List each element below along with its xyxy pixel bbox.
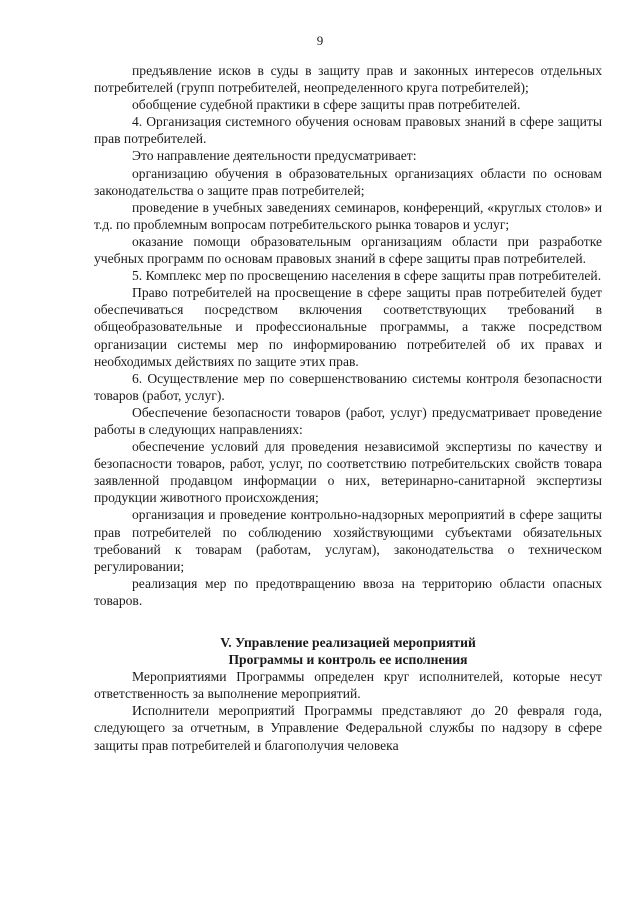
document-body [94, 62, 602, 754]
page-number: 9 [316, 33, 324, 48]
paragraph: Мероприятиями Программы определен круг исполнителей, которые несут ответственность за выполнение мероприятий. [94, 669, 602, 702]
paragraph: обобщение судебной практики в сфере защиты прав потребителей. [132, 97, 521, 113]
paragraph: обеспечение условий для проведения независимой экспертизы по качеству и безопасности товаров, работ, услуг, по соответствию потребительских свойств товара заявленной продавцом информации о них, ветеринарно-санитарной экспертизы продукции животного происхождения; [94, 439, 602, 506]
paragraph: организация и проведение контрольно-надзорных мероприятий в сфере защиты прав потребителей по соблюдению хозяйствующими субъектами обязательных требований к товарам (работам, услугам), законодательства о техническом регулировании; [94, 507, 602, 574]
section-heading [94, 634, 602, 668]
paragraph: Исполнители мероприятий Программы представляют до 20 февраля года, следующего за отчетным, в Управление Федеральной службы по надзору в сфере защиты прав потребителей и благополучия человека [94, 703, 602, 753]
section-heading-line: Программы и контроль ее исполнения [228, 652, 468, 668]
paragraph: организацию обучения в образовательных организациях области по основам законодательства о защите прав потребителей; [94, 165, 602, 198]
paragraph: оказание помощи образовательным организациям области при разработке учебных программ по основам правовых знаний в сфере защиты прав потребителей. [94, 233, 602, 267]
paragraph: Это направление деятельности предусматривает: [132, 148, 417, 164]
section-heading-line: V. Управление реализацией мероприятий [220, 635, 476, 650]
paragraph: 5. Комплекс мер по просвещению населения в сфере защиты прав потребителей. [132, 268, 602, 284]
paragraph: 4. Организация системного обучения основам правовых знаний в сфере защиты прав потребителей. [94, 114, 602, 147]
paragraph: предъявление исков в суды в защиту прав и законных интересов отдельных потребителей (групп потребителей, неопределенного круга потребителей); [94, 63, 602, 96]
paragraph: реализация мер по предотвращению ввоза на территорию области опасных товаров. [94, 575, 602, 608]
paragraph: Право потребителей на просвещение в сфере защиты прав потребителей будет обеспечиваться посредством включения соответствующих требований в общеобразовательные и профессиональные программы, а также посредством организации системы мер по информированию потребителей об их правах и необходимых действиях по защите этих прав. [94, 285, 602, 369]
paragraph: Обеспечение безопасности товаров (работ, услуг) предусматривает проведение работы в следующих направлениях: [94, 404, 602, 437]
paragraph: 6. Осуществление мер по совершенствованию системы контроля безопасности товаров (работ, услуг). [94, 370, 602, 403]
paragraph: проведение в учебных заведениях семинаров, конференций, «круглых столов» и т.д. по проблемным вопросам потребительского рынка товаров и услуг; [94, 199, 602, 232]
